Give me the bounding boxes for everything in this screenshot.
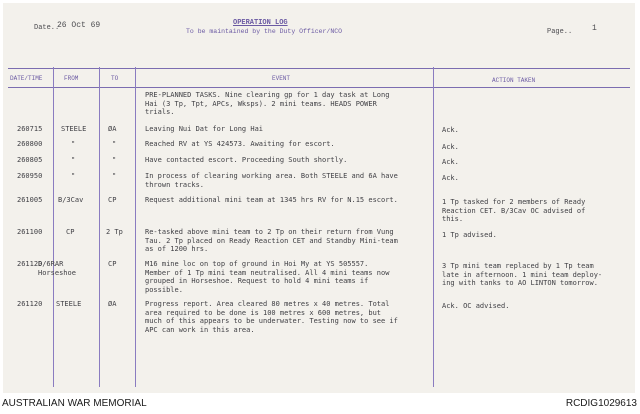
row-5-time: 261005 [17,196,43,204]
row-2-event: Reached RV at YS 424573. Awaiting for escort. [145,140,335,148]
row-8-action: Ack. OC advised. [442,302,510,310]
row-4-from: " [71,172,76,180]
row-1-from: STEELE [61,125,87,133]
row-7-to: CP [108,260,117,268]
row-3-event: Have contacted escort. Proceeding South shortly. [145,156,348,164]
row-6-event: Re-tasked above mini team to 2 Tp on their return from Vung Tau. 2 Tp placed on Ready Reaction CET and Standby Mini-team as of 1200 hrs. [145,228,398,254]
row-1-to: ØA [108,125,117,133]
log-title: OPERATION LOG [233,19,288,27]
row-4-time: 260950 [17,172,43,180]
row-8-to: ØA [108,300,117,308]
col-header-from: FROM [64,75,79,82]
footer-record-id: RCDIG1029613 [565,398,637,409]
row-6-to: 2 Tp [106,228,123,236]
row-1-event: Leaving Nui Dat for Long Hai [145,125,264,133]
date-label: Date.. [34,24,60,32]
row-2-from: " [71,140,76,148]
col-header-datetime: DATE/TIME [10,75,43,82]
row-8-time: 261120 [17,300,43,308]
row-6-action: 1 Tp advised. [442,231,497,239]
row-7-time: 261120 [17,260,43,268]
col-divider-3 [135,67,136,387]
row-2-to: " [112,140,117,148]
date-value: 26 Oct 69 [57,21,101,30]
row-4-action: Ack. [442,174,459,182]
row-7-action: 3 Tp mini team replaced by 1 Tp team late in afternoon. 1 mini team deploy- ing with tanks to AO LINTON tomorrow. [442,262,603,288]
row-3-time: 260805 [17,156,43,164]
row-7-from: D/6RAR Horseshoe [38,260,76,277]
col-divider-4 [433,67,434,387]
col-divider-1 [53,67,54,387]
row-5-to: CP [108,196,117,204]
page-label: Page.. [547,28,573,36]
row-5-action: 1 Tp tasked for 2 members of Ready Reaction CET. B/3Cav OC advised of this. [442,198,586,224]
footer-source: AUSTRALIAN WAR MEMORIAL [2,398,147,409]
row-2-action: Ack. [442,143,459,151]
col-header-action: ACTION TAKEN [492,77,536,84]
row-1-action: Ack. [442,126,459,134]
row-4-to: " [112,172,117,180]
row-5-from: B/3Cav [58,196,84,204]
page-number: 1 [592,24,597,33]
row-3-from: " [71,156,76,164]
col-header-to: TO [111,75,119,82]
row-5-event: Request additional mini team at 1345 hrs RV for N.15 escort. [145,196,398,204]
table-header-rule [8,87,630,88]
col-divider-2 [99,67,100,387]
row-0-event: PRE-PLANNED TASKS. Nine clearing gp for 1 day task at Long Hai (3 Tp, Tpt, APCs, Wksps). 2 mini teams. HEADS POWER trials. [145,91,390,117]
row-8-from: STEELE [56,300,82,308]
col-header-event: EVENT [272,75,291,82]
row-3-to: " [112,156,117,164]
row-1-time: 260715 [17,125,43,133]
row-8-event: Progress report. Area cleared 80 metres x 40 metres. Total area required to be done is 100 metres x 600 metres, but much of this appears to be underwater. Testing now to see if APC can work in this area. [145,300,398,334]
row-4-event: In process of clearing working area. Both STEELE and 6A have thrown tracks. [145,172,398,189]
row-2-time: 260800 [17,140,43,148]
row-7-event: M16 mine loc on top of ground in Hoi My at YS 505557. Member of 1 Tp mini team neutralised. All 4 mini teams now grouped in Horseshoe. Request to hold 4 mini teams if possible. [145,260,390,294]
table-top-rule [8,68,630,69]
row-6-time: 261100 [17,228,43,236]
row-6-from: CP [66,228,75,236]
log-subtitle: To be maintained by the Duty Officer/NCO [186,28,343,35]
row-3-action: Ack. [442,158,459,166]
